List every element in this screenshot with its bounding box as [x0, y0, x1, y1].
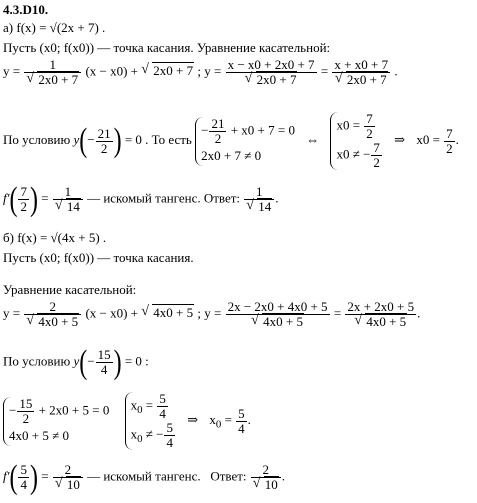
part-b-tangent-point: Пусть (x0; f(x0)) — точка касания. [3, 250, 194, 265]
eq1-fraction: 1 √ 2x0 + 7 [24, 58, 81, 87]
equivalence-icon: ⇔ [306, 131, 320, 147]
part-b-tangent-equation: y = 2 √ 4x0 + 5 (x − x0) + √ 4x0 + 5 ; y = 2x − 2x0 + 4x0 + 5 √ 4x0 + 5 = 2x + 2x0 + 5 √ 4x0 + 5 . [3, 300, 420, 329]
part-a-tangent-point: Пусть (x0; f(x0)) — точка касания. Уравнение касательной: [3, 40, 331, 55]
implies-icon-b: ⇒ [187, 411, 199, 427]
part-b-answer: 2 √ 10 [251, 463, 281, 492]
part-a-answer: 1 √ 14 [244, 185, 274, 214]
part-b-condition: По условию y(− $\frac{15}{4}$ ) = 0 : [3, 344, 149, 381]
problem-title: 4.3.D10. [3, 2, 49, 17]
part-a-function [3, 20, 105, 36]
system-4: $x_0$ = $\frac{5}{4}$ $x_0$ ≠ − $\frac{5}{4}$ [125, 392, 176, 450]
eq-lhs: y = [3, 63, 21, 79]
eq1-root: √ 2x0 + 7 [141, 63, 194, 79]
system-1: − $\frac{21}{2}$ + x0 + 7 = 0 2x0 + 7 ≠ 0 [195, 117, 295, 166]
part-b-label: б) [3, 230, 14, 245]
part-a-tangent-equation: y = 1 √ 2x0 + 7 (x − x0) + √ 2x0 + 7 ; y = x − x0 + 2x0 + 7 √ 2x0 + 7 = x + x0 + 7 √ 2x0 + 7 . [3, 58, 398, 87]
part-a-label: а) [3, 20, 14, 35]
system-3: − $\frac{15}{2}$ + 2x0 + 5 = 0 4x0 + 5 ≠ 0 [3, 397, 109, 446]
part-b-func: f(x) = √(4x + 5) . [17, 230, 107, 245]
part-b-function [3, 230, 106, 246]
part-b-derivative: f′( $\frac{5}{4}$ ) = 2 √ 10 — искомый тангенс. Ответ: 2 √ 10 . [3, 463, 285, 492]
part-b-tangent-label: Уравнение касательной: [3, 282, 137, 297]
eq3-fraction: x + x0 + 7 √ 2x0 + 7 [332, 58, 390, 87]
part-a-derivative: f′( $\frac{7}{2}$ ) = 1 √ 14 — искомый тангенс. Ответ: 1 √ 14 . [3, 185, 279, 214]
cond-arg-fraction: $\frac{21}{2}$ [97, 125, 111, 156]
part-a-func: f(x) = √(2x + 7) . [16, 20, 106, 35]
implies-icon: ⇒ [394, 131, 406, 147]
part-b-systems: − $\frac{15}{2}$ + 2x0 + 5 = 0 4x0 + 5 ≠ 0 $x_0$ = $\frac{5}{4}$ $x_0$ ≠ − $\frac{5}{4}$ ⇒ $x_0$ = $\frac{5}{4}$ . [3, 392, 251, 450]
eq2-fraction: x − x0 + 2x0 + 7 √ 2x0 + 7 [226, 58, 317, 87]
system-2: x0 = $\frac{7}{2}$ x0 ≠ − $\frac{7}{2}$ [330, 112, 382, 170]
part-a-condition: По условию y(− $\frac{21}{2}$ ) = 0 . То есть − $\frac{21}{2}$ + x0 + 7 = 0 2x0 + 7 ≠ 0 ⇔ x0 = $\frac{7}{2}$ x0 ≠ − $\frac{7}{2}$ ⇒ x0 = $\frac{7}{2}$ . [3, 111, 459, 170]
